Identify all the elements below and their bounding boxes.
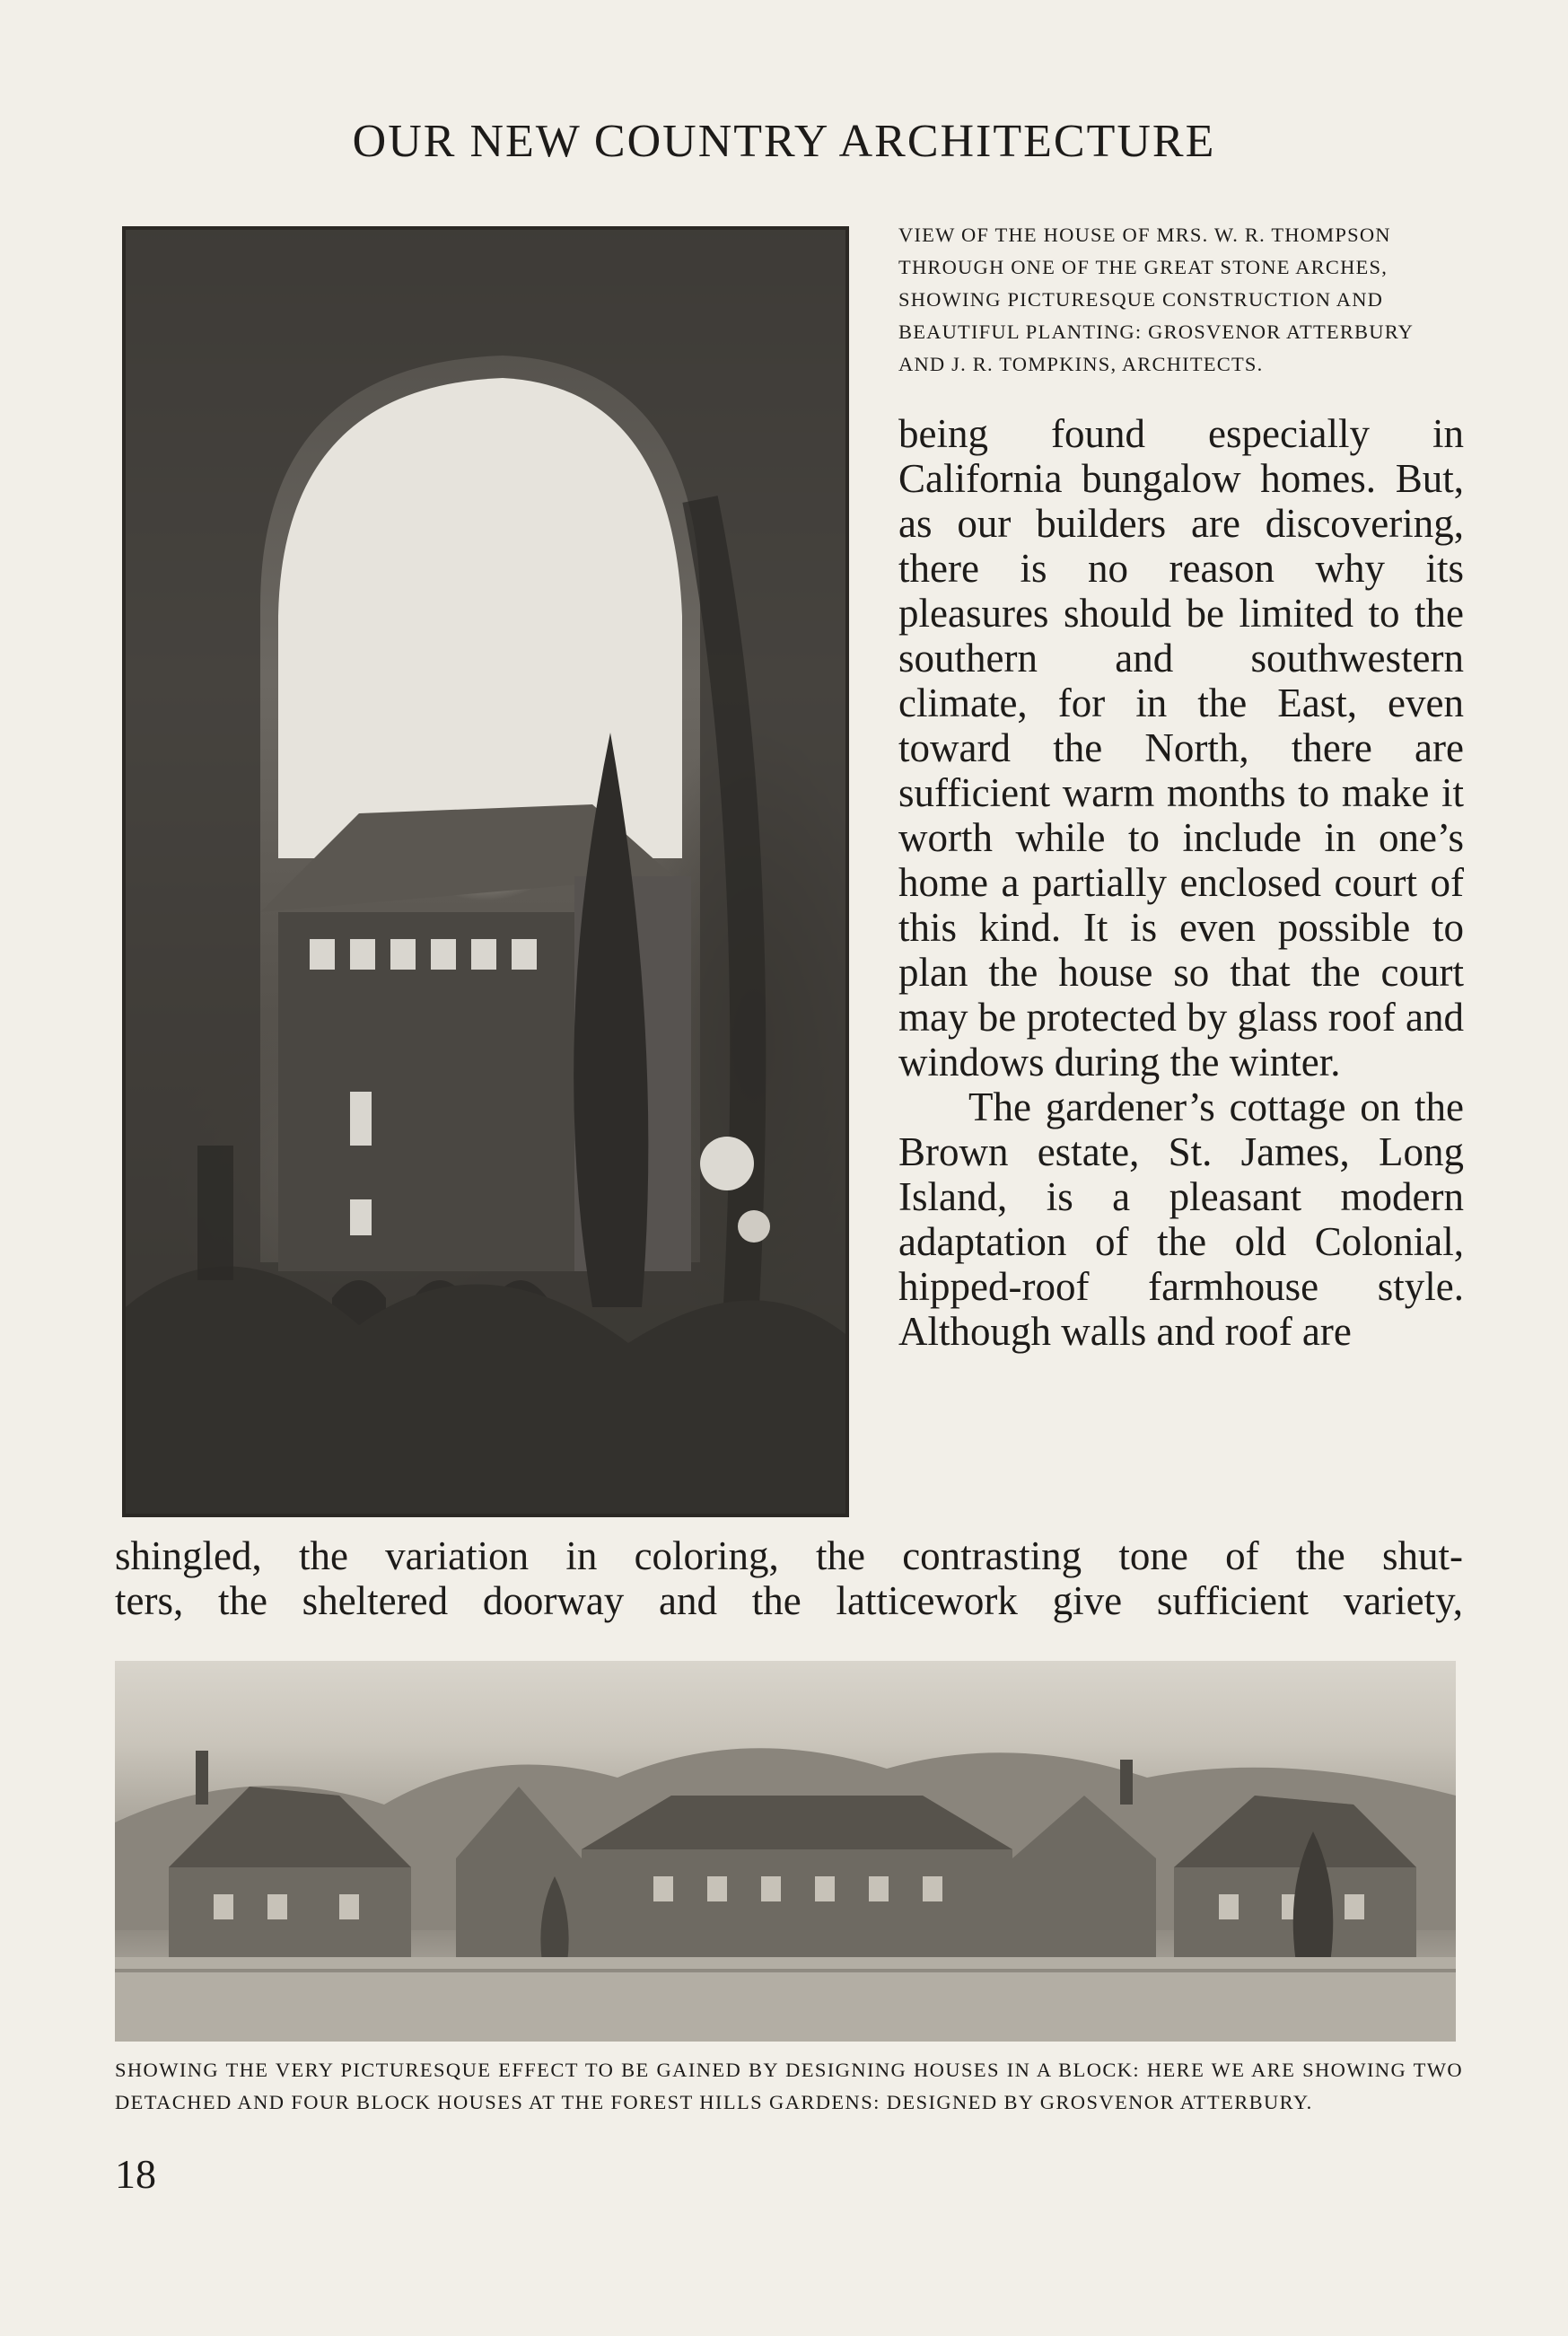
body-paragraph-1: being found especially in California bungalow homes. But, as our builders are discovering, there is no reason why its pleasures should be limited to the southern and southwestern climate, for in the East, even toward the North, there are sufficient warm months to make it worth while to include in one’s home a partially enclosed court of this kind. It is even possible to plan the house so that the court may be protected by glass roof and windows during the winter. bbox=[898, 411, 1464, 1085]
body-column bbox=[898, 411, 1464, 1354]
bottom-photo-caption: SHOWING THE VERY PICTURESQUE EFFECT TO BE GAINED BY DESIGNING HOUSES IN A BLOCK: HERE WE ARE SHOWING TWO DETACHED AND FOUR BLOCK HOUSES AT THE FOREST HILLS GARDENS: DESIGNED BY GROSVENOR ATTERBURY. bbox=[115, 2059, 1463, 2113]
body-full-line-2: ters, the sheltered doorway and the latticework give sufficient variety, bbox=[115, 1578, 1463, 1623]
top-photo-caption: VIEW OF THE HOUSE OF MRS. W. R. THOMPSON THROUGH ONE OF THE GREAT STONE ARCHES, SHOWING PICTURESQUE CONSTRUCTION AND BEAUTIFUL PLANTING: GROSVENOR ATTERBURY AND J. R. TOMPKINS, ARCHITECTS. bbox=[898, 224, 1414, 375]
body-full-width bbox=[115, 1533, 1463, 1623]
arch-photograph bbox=[122, 226, 849, 1517]
page-number: 18 bbox=[115, 2151, 156, 2197]
houses-photograph bbox=[115, 1661, 1456, 2042]
arch-illustration bbox=[126, 230, 845, 1514]
running-title: OUR NEW COUNTRY ARCHITECTURE bbox=[352, 116, 1216, 167]
body-full-line-1: shingled, the variation in coloring, the contrasting tone of the shut- bbox=[115, 1533, 1463, 1578]
houses-illustration bbox=[115, 1661, 1456, 2042]
body-paragraph-2: The gardener’s cottage on the Brown estate, St. James, Long Island, is a pleasant modern adaptation of the old Colonial, hipped-roof farmhouse style. Although walls and roof are bbox=[898, 1085, 1464, 1354]
